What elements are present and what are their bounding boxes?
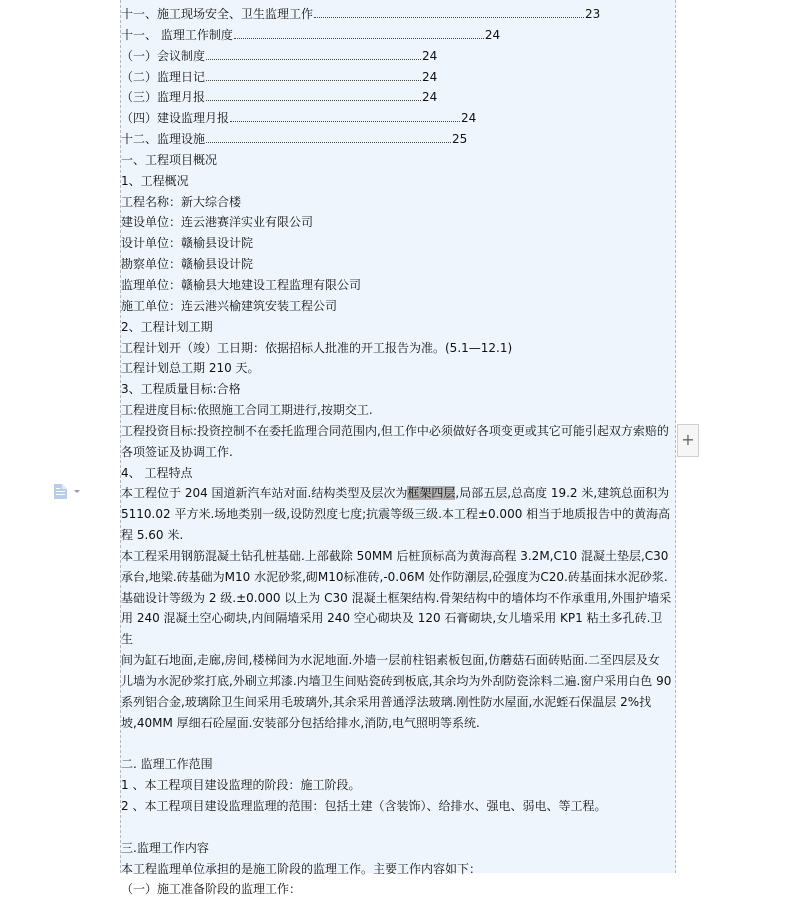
text-line: 监理单位：赣榆县大地建设工程监理有限公司 — [121, 277, 362, 292]
text-line: 工程名称：新大综合楼 — [121, 194, 242, 209]
document-body[interactable] — [121, 4, 673, 900]
toc-entry[interactable] — [121, 129, 673, 150]
text-line: 建设单位：连云港赛洋实业有限公司 — [121, 215, 314, 230]
text-line: 各项签证及协调工作. — [121, 444, 233, 459]
toc-title: 十一、 监理工作制度 — [121, 27, 233, 42]
text-line: 二. 监理工作范围 — [121, 757, 213, 772]
toc-entry[interactable] — [121, 4, 673, 25]
text-line: 勘察单位：赣榆县设计院 — [121, 257, 254, 272]
toc-entry[interactable] — [121, 46, 673, 67]
text-line: 工程进度目标:依照施工合同工期进行,按期交工. — [121, 403, 373, 418]
toc-title: （三）监理月报 — [121, 90, 206, 105]
toc-page: 24 — [422, 90, 438, 105]
document-page[interactable] — [120, 0, 676, 897]
text-line: 程 5.60 米. — [121, 528, 184, 543]
text-segment: ,局部五层,总高度 19.2 米,建筑总面积为 — [455, 486, 670, 501]
toc-leader — [206, 47, 421, 60]
text-line: 本工程监理单位承担的是施工阶段的监理工作。主要工作内容如下： — [121, 861, 482, 876]
text-line: 间为缸石地面,走廊,房间,楼梯间为水泥地面.外墙一层前柱铝素板包面,仿蘑菇石面砖贴面.二至四层及女 — [121, 653, 660, 668]
text-line: 3、工程质量目标:合格 — [121, 382, 241, 397]
text-line — [121, 483, 673, 504]
text-line: 系列铝合金,玻璃除卫生间采用毛玻璃外,其余采用普通浮法玻璃.刚性防水屋面,水泥蛭石保温层 2%找 — [121, 694, 652, 709]
add-button[interactable] — [677, 424, 699, 457]
toc-leader — [206, 88, 421, 101]
text-line: 设计单位：赣榆县设计院 — [121, 236, 254, 251]
toc-page: 24 — [461, 111, 477, 126]
toc-title: 十一、施工现场安全、卫生监理工作 — [121, 7, 314, 21]
text-segment: 本工程位于 204 国道新汽车站对面.结构类型及层次为 — [121, 486, 408, 501]
document-icon[interactable] — [54, 484, 67, 499]
toc-leader — [206, 130, 451, 143]
toc-entry[interactable] — [121, 67, 673, 88]
text-line: 施工单位：连云港兴榆建筑安装工程公司 — [121, 298, 338, 313]
text-line: 工程投资目标:投资控制不在委托监理合同范围内,但工作中必须做好各项变更或其它可能引起双方索赔的 — [121, 423, 669, 438]
text-line: 承台,地梁.砖基础为M10 水泥砂浆,砌M10标准砖,-0.06M 处作防潮层,砼强度为C20.砖基面抹水泥砂浆. — [121, 569, 668, 584]
text-line: 坡,40MM 厚细石砼屋面.安装部分包括给排水,消防,电气照明等系统. — [121, 715, 480, 730]
text-line — [121, 734, 673, 755]
toc-page: 24 — [422, 69, 438, 84]
toc-page: 23 — [585, 7, 601, 21]
toc-page: 24 — [422, 48, 438, 63]
text-line: 2 、本工程项目建设监理监理的范围：包括土建（含装饰）、给排水、强电、弱电、等工程。 — [121, 799, 607, 814]
text-line: 一、工程项目概况 — [121, 152, 218, 167]
text-line: 本工程采用钢筋混凝土钻孔桩基础.上部截除 50MM 后桩顶标高为黄海高程 3.2M,C10 混凝土垫层,C30 — [121, 548, 669, 563]
plus-icon: + — [681, 430, 695, 449]
text-line: 1 、本工程项目建设监理的阶段：施工阶段。 — [121, 778, 361, 793]
toc-title: 十二、监理设施 — [121, 132, 206, 147]
text-line: 基础设计等级为 2 级.±0.000 以上为 C30 混凝土框架结构.骨架结构中的墙体均不作承重用,外围护墙采 — [121, 590, 672, 605]
toc-entry[interactable] — [121, 25, 673, 46]
toc-leader — [234, 26, 484, 39]
toc-leader — [314, 5, 584, 18]
text-line: 工程计划总工期 210 天。 — [121, 361, 260, 376]
text-line: 工程计划开（竣）工日期：依据招标人批准的开工报告为准。(5.1—12.1) — [121, 340, 513, 355]
toc-page: 24 — [484, 27, 501, 42]
text-line: 2、工程计划工期 — [121, 319, 213, 334]
toc-title: （二）监理日记 — [121, 69, 206, 84]
selected-text[interactable]: 框架四层 — [407, 486, 456, 501]
toc-leader — [206, 68, 421, 81]
text-line: 儿墙为水泥砂浆打底,外刷立邦漆.内墙卫生间贴瓷砖到板底,其余均为外刮防瓷涂料二遍.窗户采用白色 90 — [121, 674, 672, 688]
text-line: 1、工程概况 — [121, 173, 189, 188]
text-line: 用 240 混凝土空心砌块,内间隔墙采用 240 空心砌块及 120 石膏砌块,女儿墙采用 KP1 粘土多孔砖.卫生 — [121, 611, 663, 647]
toc-leader — [230, 109, 460, 122]
toc-page: 25 — [452, 132, 468, 147]
text-line: 4、 工程特点 — [121, 465, 193, 480]
toc-entry[interactable] — [121, 87, 673, 108]
toc-title: （四）建设监理月报 — [121, 111, 230, 126]
text-line: （一）施工准备阶段的监理工作： — [121, 882, 302, 897]
text-line: 5110.02 平方米.场地类别一级,设防烈度七度;抗震等级三级.本工程±0.000 相当于地质报告中的黄海高 — [121, 507, 671, 522]
text-line — [121, 817, 673, 838]
chevron-down-icon[interactable] — [74, 490, 80, 493]
toc-title: （一）会议制度 — [121, 48, 206, 63]
toc-entry[interactable] — [121, 108, 673, 129]
text-line: 三.监理工作内容 — [121, 840, 209, 855]
